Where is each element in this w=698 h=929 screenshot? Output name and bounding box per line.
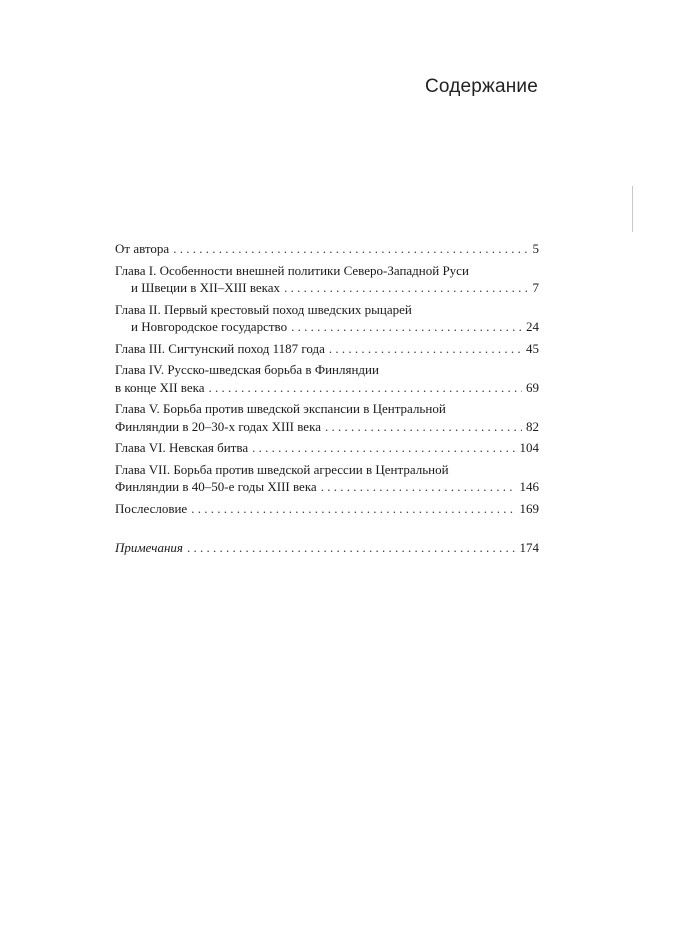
page-edge-mark bbox=[632, 186, 633, 232]
toc-entry-title-line: Послесловие bbox=[115, 500, 188, 516]
dot-leader bbox=[284, 279, 528, 297]
toc-entry[interactable] bbox=[115, 439, 539, 457]
toc-entry-title-line: От автора bbox=[115, 241, 170, 256]
toc-entry-title-line: Глава III. Сигтунский поход 1187 года bbox=[115, 340, 325, 356]
toc-entry[interactable] bbox=[115, 400, 539, 435]
toc-entry-title-line: в конце XII века bbox=[115, 379, 205, 395]
toc-entry[interactable] bbox=[115, 262, 539, 297]
toc-entry-title-line: и Швеции в XII–XIII веках bbox=[131, 280, 281, 295]
toc-entry[interactable] bbox=[115, 240, 539, 258]
toc-entry-page-number: 104 bbox=[519, 440, 539, 455]
toc-entry-title-line: Глава VII. Борьба против шведской агрессии в Центральной bbox=[115, 461, 449, 477]
toc-entry-title-line: и Новгородское государство bbox=[131, 319, 288, 334]
page-title: Содержание bbox=[424, 76, 538, 97]
toc-entry-title-line: Глава V. Борьба против шведской экспансии в Центральной bbox=[115, 401, 446, 416]
toc-entry-title-line: Финляндии в 40–50-е годы XIII века bbox=[115, 479, 317, 494]
toc-entry-page-number: 5 bbox=[532, 241, 539, 256]
toc-entry-page-number: 45 bbox=[526, 340, 539, 356]
dot-leader bbox=[325, 418, 522, 436]
toc-entry-page-number: 174 bbox=[519, 540, 539, 555]
dot-leader bbox=[191, 500, 515, 518]
toc-entry-title-line: Примечания bbox=[115, 540, 183, 555]
toc-entry-page-number: 146 bbox=[519, 479, 539, 494]
toc-entry-page-number: 24 bbox=[526, 319, 539, 334]
toc-entry[interactable] bbox=[115, 301, 539, 336]
dot-leader bbox=[321, 478, 516, 496]
dot-leader bbox=[329, 340, 522, 358]
toc-entry[interactable] bbox=[115, 340, 539, 358]
dot-leader bbox=[209, 379, 523, 397]
toc-entry[interactable] bbox=[115, 500, 539, 518]
toc-entry-title-line: Глава II. Первый крестовый поход шведских рыцарей bbox=[115, 301, 412, 317]
table-of-contents bbox=[115, 240, 539, 561]
toc-entry[interactable] bbox=[115, 539, 539, 557]
dot-leader bbox=[291, 318, 522, 336]
toc-entry[interactable] bbox=[115, 461, 539, 496]
toc-entry-page-number: 69 bbox=[526, 379, 539, 395]
toc-entry-title-line: Глава VI. Невская битва bbox=[115, 440, 249, 455]
dot-leader bbox=[173, 240, 528, 258]
toc-entry-page-number: 7 bbox=[532, 280, 539, 295]
toc-entry-title-line: Глава IV. Русско-шведская борьба в Финляндии bbox=[115, 362, 379, 377]
toc-entry-page-number: 169 bbox=[519, 500, 539, 516]
toc-entry-page-number: 82 bbox=[526, 418, 539, 434]
toc-entry-title-line: Глава I. Особенности внешней политики Северо-Западной Руси bbox=[115, 262, 469, 278]
toc-entry-title-line: Финляндии в 20–30-х годах XIII века bbox=[115, 418, 321, 434]
dot-leader bbox=[252, 439, 515, 457]
dot-leader bbox=[187, 539, 516, 557]
toc-entry[interactable] bbox=[115, 361, 539, 396]
